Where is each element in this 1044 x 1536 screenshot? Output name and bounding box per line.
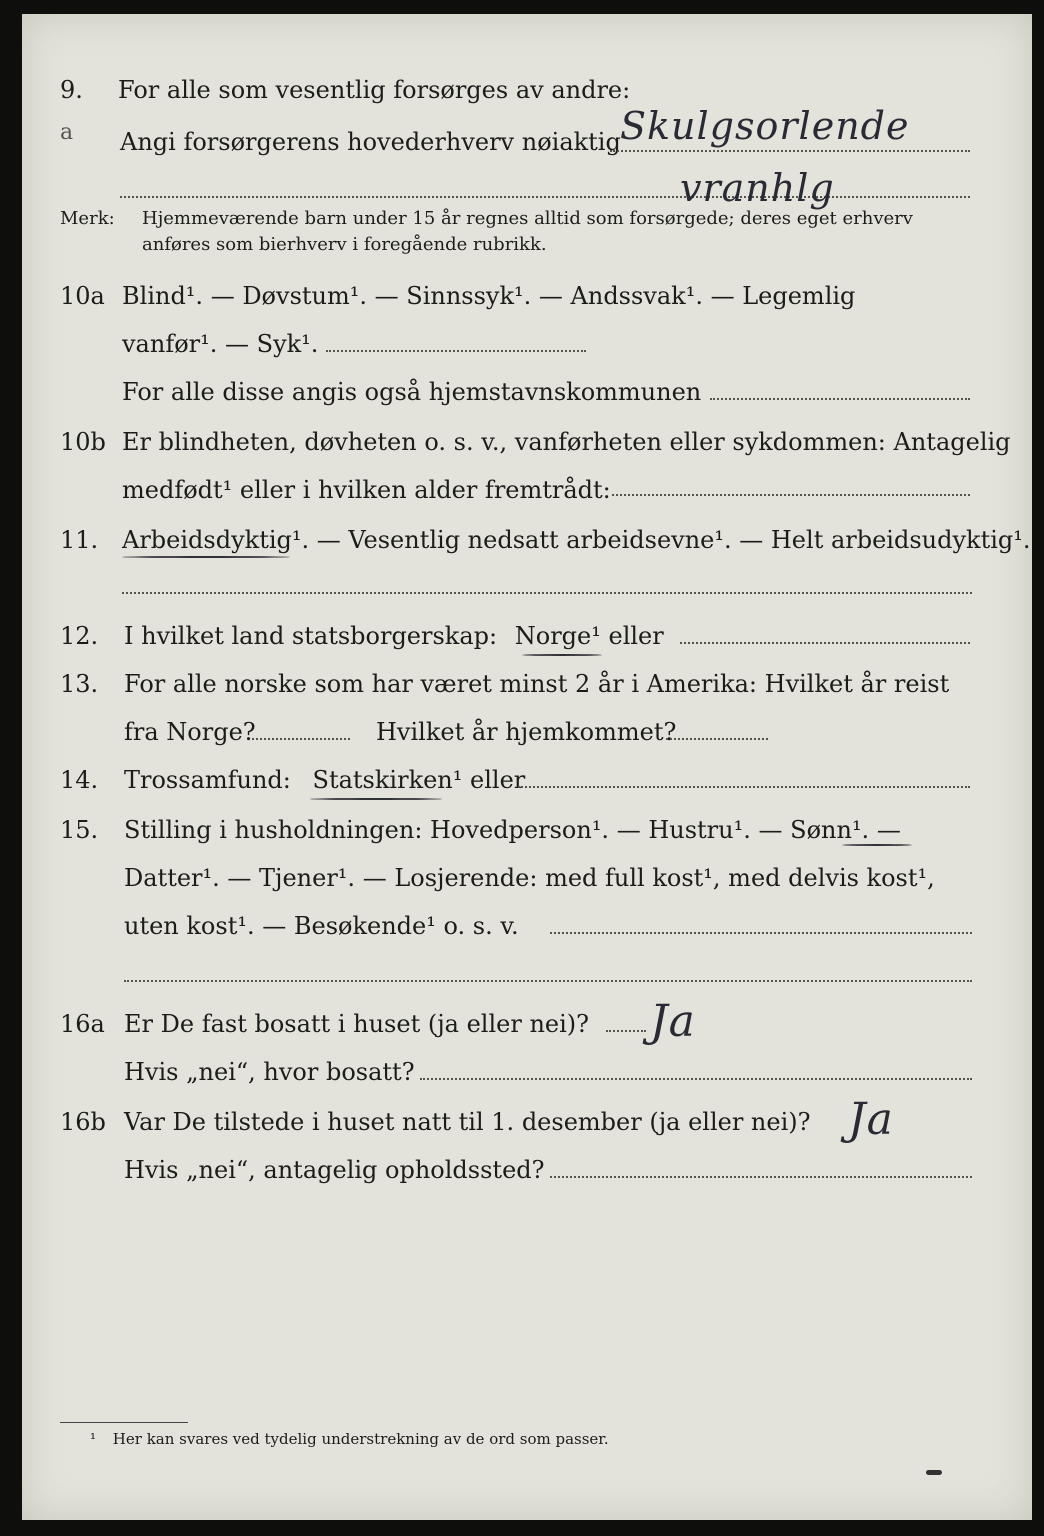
q10a-answer-line-2	[710, 398, 970, 400]
merk-line-2: anføres som bierhverv i foregående rubrikk.	[142, 234, 547, 255]
merk-label: Merk:	[60, 208, 115, 229]
q10a-line-2: vanfør¹. — Syk¹.	[122, 330, 319, 358]
ink-blot	[926, 1470, 942, 1475]
q14-option-rest: ¹ eller	[452, 766, 526, 794]
q12-option-rest: ¹ eller	[591, 622, 664, 650]
merk-line-1: Hjemmeværende barn under 15 år regnes alltid som forsørgede; deres eget erhverv	[142, 208, 913, 229]
q16a-line-1: Er De fast bosatt i huset (ja eller nei)?	[124, 1010, 590, 1038]
footnote	[90, 1430, 609, 1448]
q13-line-1: For alle norske som har været minst 2 år i Amerika: Hvilket år reist	[124, 670, 950, 698]
q13-hjem-line	[666, 738, 768, 740]
q9-handwriting-1: Skulgsorlende	[620, 104, 910, 148]
footnote-rule	[60, 1422, 188, 1423]
q13-number: 13.	[60, 670, 99, 698]
q15-line-3: uten kost¹. — Besøkende¹ o. s. v.	[124, 912, 519, 940]
q11-options-rest: ¹. — Vesentlig nedsatt arbeidsevne¹. — Helt arbeidsudyktig¹.	[291, 526, 1031, 554]
q12-answer-line	[680, 642, 970, 644]
q11-option-arbeidsdyktig: Arbeidsdyktig	[122, 526, 292, 554]
q16a-number: 16a	[60, 1010, 105, 1038]
q10a-line-3: For alle disse angis også hjemstavnskommunen	[122, 378, 702, 406]
q10a-number: 10a	[60, 282, 105, 310]
q16a-answer-line-2	[420, 1078, 972, 1080]
q12-text	[124, 622, 664, 650]
q16b-handwritten-answer: Ja	[848, 1094, 894, 1145]
q15-number: 15.	[60, 816, 99, 844]
q15-answer-line-2	[124, 980, 972, 982]
q13-reist-line	[252, 738, 350, 740]
page-edge-notch	[606, 0, 616, 8]
q12-label: I hvilket land statsborgerskap:	[124, 622, 498, 650]
q12-option-norge: Norge	[514, 622, 592, 650]
q9-handwriting-2: vranhlg	[680, 166, 835, 210]
q16b-answer-line	[550, 1176, 972, 1178]
q16b-number: 16b	[60, 1108, 106, 1136]
q15-options-c: ¹. —	[851, 816, 901, 844]
q16a-handwritten-answer: Ja	[650, 996, 696, 1047]
q10b-line-2: medfødt¹ eller i hvilken alder fremtrådt:	[122, 476, 611, 504]
q14-label: Trossamfund:	[124, 766, 291, 794]
q11-number: 11.	[60, 526, 99, 554]
q14-text	[124, 766, 525, 794]
q14-answer-line	[518, 786, 970, 788]
q15-line-1	[124, 816, 901, 844]
q15-answer-line	[550, 932, 972, 934]
q10b-answer-line	[612, 494, 970, 496]
q12-number: 12.	[60, 622, 99, 650]
q13-line-2a: fra Norge?	[124, 718, 256, 746]
q15-underline-mark	[842, 844, 912, 846]
q16a-line-2: Hvis „nei“, hvor bosatt?	[124, 1058, 415, 1086]
q15-option-sonn: Sønn	[790, 816, 852, 844]
q11-underline-mark	[122, 556, 290, 558]
q14-option-statskirken: Statskirken	[312, 766, 453, 794]
q9-subtext: Angi forsørgerens hovederhverv nøiaktig	[120, 128, 621, 156]
q14-underline-mark	[310, 798, 442, 800]
q9-answer-line-2	[120, 196, 970, 198]
q15-line-2: Datter¹. — Tjener¹. — Losjerende: med full kost¹, med delvis kost¹,	[124, 864, 935, 892]
q12-underline-mark	[522, 654, 602, 656]
q14-number: 14.	[60, 766, 99, 794]
footnote-mark: ¹	[90, 1430, 97, 1448]
q9-number: 9.	[60, 76, 83, 104]
q10a-line-1: Blind¹. — Døvstum¹. — Sinnssyk¹. — Andssvak¹. — Legemlig	[122, 282, 856, 310]
q16b-line-2: Hvis „nei“, antagelig opholdssted?	[124, 1156, 545, 1184]
q10a-answer-line	[326, 350, 586, 352]
q11-text	[122, 526, 1031, 554]
q15-options-a: Stilling i husholdningen: Hovedperson¹. — Hustru¹. —	[124, 816, 783, 844]
footnote-text: Her kan svares ved tydelig understrekning av de ord som passer.	[112, 1430, 609, 1448]
q16a-answer-line	[606, 1030, 646, 1032]
q16b-line-1: Var De tilstede i huset natt til 1. desember (ja eller nei)?	[124, 1108, 811, 1136]
q13-line-2b: Hvilket år hjemkommet?	[376, 718, 677, 746]
q10b-number: 10b	[60, 428, 106, 456]
q9-text: For alle som vesentlig forsørges av andre:	[118, 76, 631, 104]
q11-answer-line	[122, 592, 972, 594]
q10b-line-1: Er blindheten, døvheten o. s. v., vanførheten eller sykdommen: Antagelig	[122, 428, 1011, 456]
q9-answer-line	[610, 150, 970, 152]
margin-mark: a	[60, 120, 74, 145]
